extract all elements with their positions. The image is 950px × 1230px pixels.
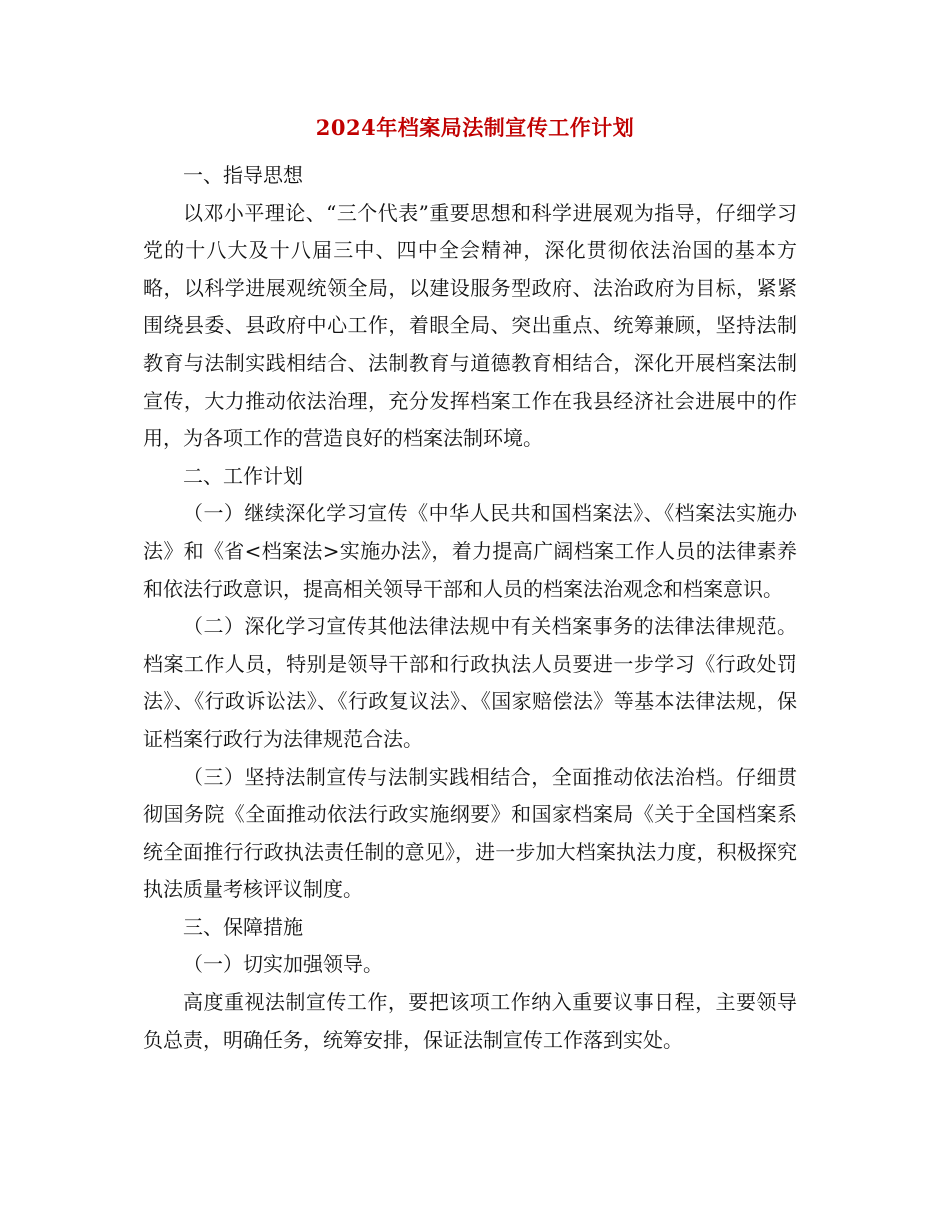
paragraph: 高度重视法制宣传工作，要把该项工作纳入重要议事日程，主要领导负总责，明确任务，统筹安排，保证法制宣传工作落到实处。 xyxy=(143,990,797,1052)
document-title: 2024年档案局法制宣传工作计划 xyxy=(315,115,635,140)
paragraph: （二）深化学习宣传其他法律法规中有关档案事务的法律法律规范。档案工作人员，特别是领导干部和行政执法人员要进一步学习《行政处罚法》、《行政诉讼法》、《行政复议法》、《国家赔偿法》等基本法律法规，保证档案行政行为法律规范合法。 xyxy=(143,614,797,751)
section-heading-safeguards: 三、保障措施 xyxy=(183,914,303,939)
paragraph: 以邓小平理论、“三个代表”重要思想和科学进展观为指导，仔细学习党的十八大及十八届三中、四中全会精神，深化贯彻依法治国的基本方略，以科学进展观统领全局，以建设服务型政府、法治政府为目标，紧紧围绕县委、县政府中心工作，着眼全局、突出重点、统筹兼顾，坚持法制教育与法制实践相结合、法制教育与道德教育相结合，深化开展档案法制宣传，大力推动依法治理，充分发挥档案工作在我县经济社会进展中的作用，为各项工作的营造良好的档案法制环境。 xyxy=(143,200,797,451)
document-body xyxy=(143,157,797,1059)
section-heading-guiding-ideology: 一、指导思想 xyxy=(183,163,303,187)
section-heading-work-plan: 二、工作计划 xyxy=(183,463,303,488)
subsection-heading: （一）切实加强领导。 xyxy=(183,952,383,977)
paragraph: （三）坚持法制宣传与法制实践相结合，全面推动依法治档。仔细贯彻国务院《全面推动依法行政实施纲要》和国家档案局《关于全国档案系统全面推行行政执法责任制的意见》，进一步加大档案执法力度，积极探究执法质量考核评议制度。 xyxy=(143,764,797,902)
paragraph: （一）继续深化学习宣传《中华人民共和国档案法》、《档案法实施办法》和《省<档案法>实施办法》，着力提高广阔档案工作人员的法律素养和依法行政意识，提高相关领导干部和人员的档案法治观念和档案意识。 xyxy=(143,501,797,601)
